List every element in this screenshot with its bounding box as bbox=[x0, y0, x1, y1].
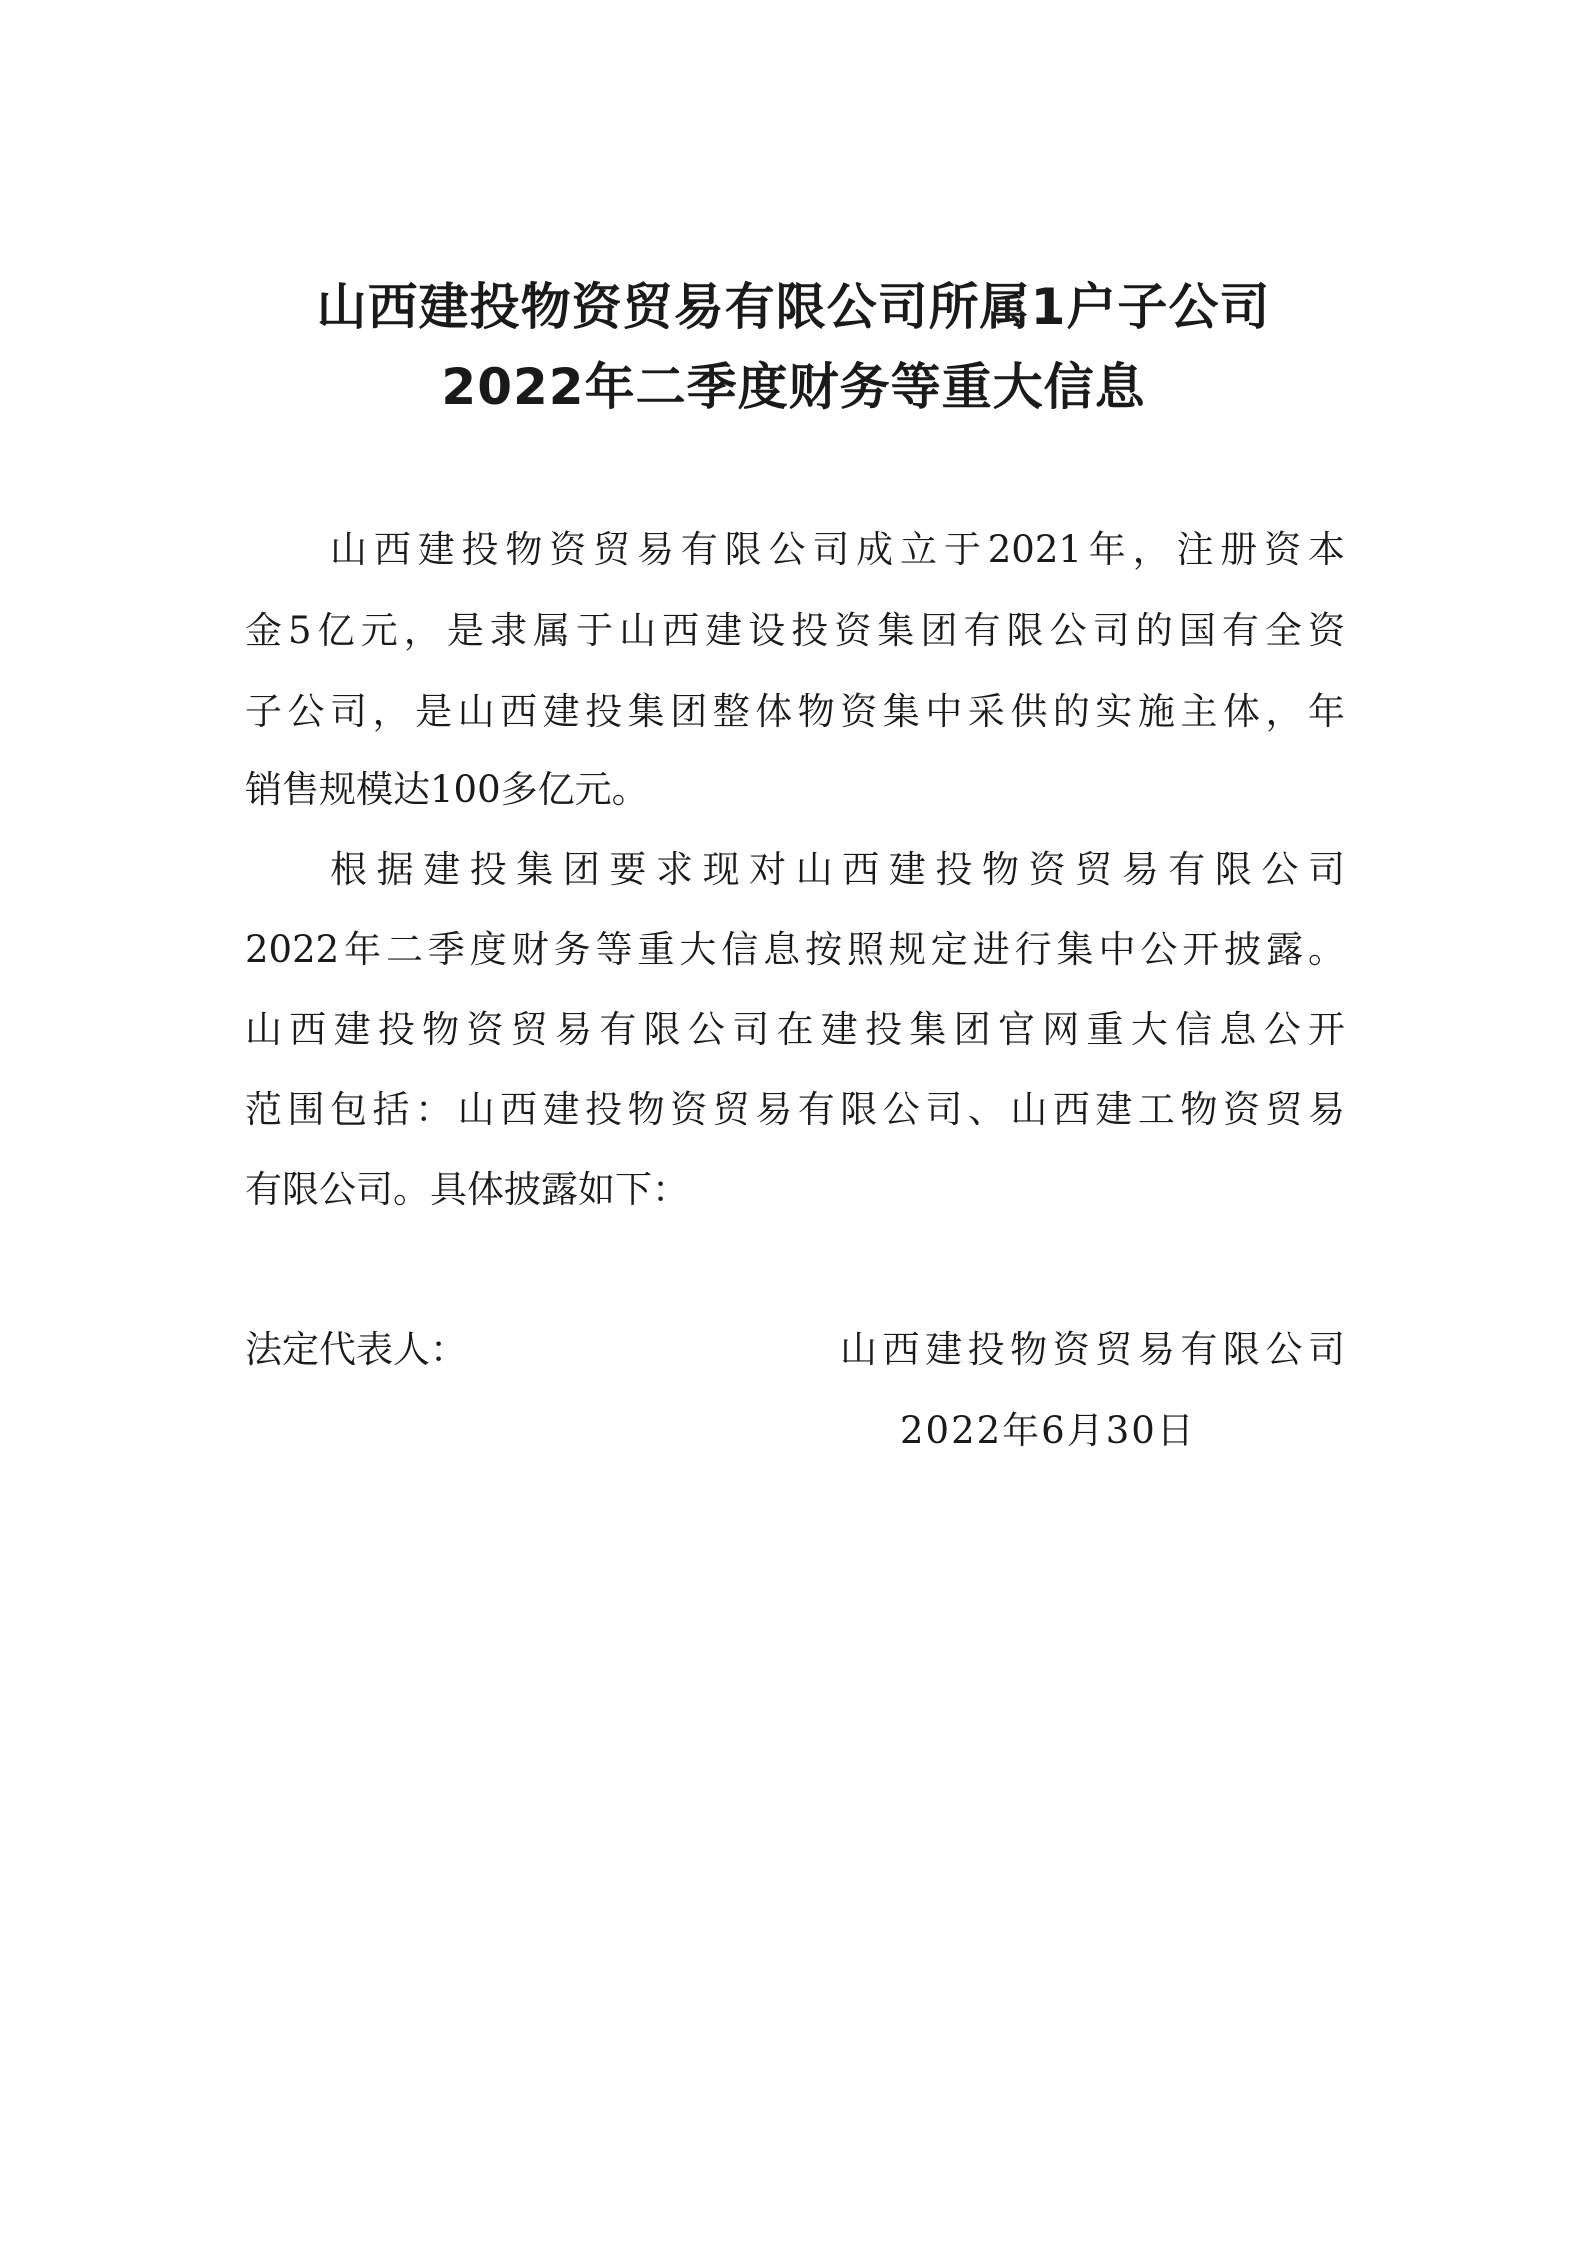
paragraph-line: 范围包括：山西建投物资贸易有限公司、山西建工物资贸易 bbox=[245, 1088, 1345, 1131]
paragraph-line: 金5亿元，是隶属于山西建设投资集团有限公司的国有全资 bbox=[245, 609, 1345, 652]
paragraph-line: 根据建投集团要求现对山西建投物资贸易有限公司 bbox=[330, 848, 1345, 891]
paragraph-line: 2022年二季度财务等重大信息按照规定进行集中公开披露。 bbox=[245, 928, 1345, 971]
paragraph-line: 子公司，是山西建投集团整体物资集中采供的实施主体，年 bbox=[245, 690, 1345, 733]
paragraph-line: 山西建投物资贸易有限公司成立于2021年，注册资本 bbox=[330, 528, 1345, 571]
signing-company: 山西建投物资贸易有限公司 bbox=[840, 1328, 1345, 1371]
paragraph-line: 销售规模达100多亿元。 bbox=[245, 768, 649, 811]
document-title-line-1: 山西建投物资贸易有限公司所属1户子公司 bbox=[316, 278, 1271, 336]
paragraph-line: 有限公司。具体披露如下： bbox=[245, 1168, 689, 1211]
signing-date: 2022年6月30日 bbox=[900, 1409, 1196, 1452]
paragraph-line: 山西建投物资贸易有限公司在建投集团官网重大信息公开 bbox=[245, 1008, 1345, 1051]
document-title-line-2: 2022年二季度财务等重大信息 bbox=[441, 358, 1146, 416]
legal-representative-label: 法定代表人： bbox=[245, 1328, 467, 1371]
